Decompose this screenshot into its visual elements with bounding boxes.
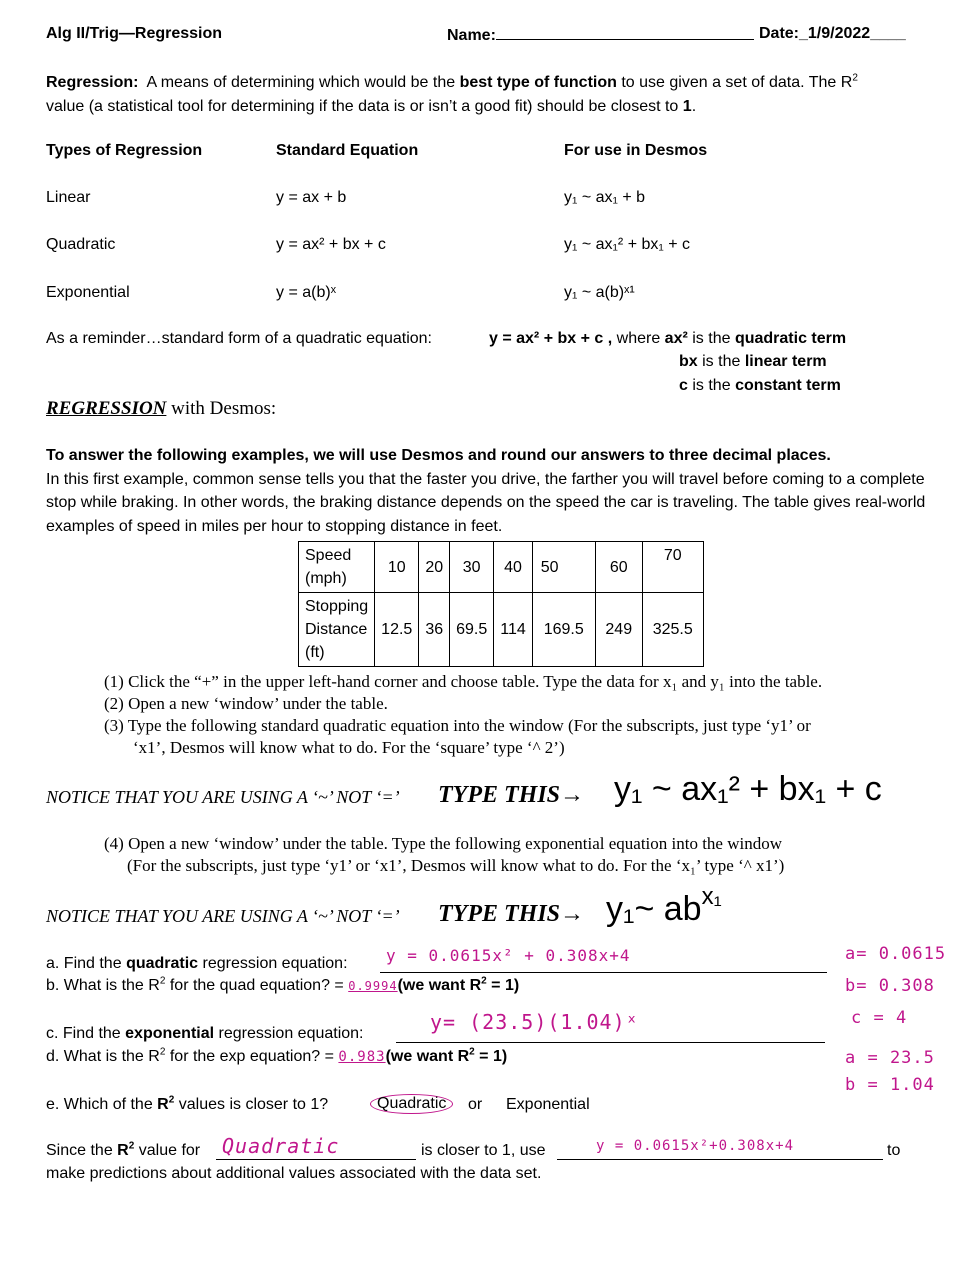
type-exponential: Exponential — [46, 284, 130, 301]
desmos-exponential-equation: y₁~ $ab^{x_1}$ — [606, 883, 722, 928]
desmos-quadratic: y₁ ~ ax₁² + bx₁ + c — [564, 236, 691, 253]
intro-paragraph: Regression: A means of determining which would be the best type of function to use given a set of data. The $R^2$ value (a statistical tool for determining if the data is or isn’t a good fit) should be closest to 1. — [46, 72, 858, 115]
distance-cell: 12.5 — [375, 593, 419, 667]
distance-label: Stopping Distance (ft) — [299, 593, 375, 667]
desmos-linear: y₁ ~ ax₁ + b — [564, 189, 646, 206]
speed-row — [299, 542, 704, 593]
distance-cell: 169.5 — [532, 593, 595, 667]
since-answer: Quadratic — [222, 1134, 340, 1158]
step-3a: (3) Type the following standard quadratic equation into the window (For the subscripts, just type ‘y1’ or — [104, 716, 811, 735]
distance-cell: 249 — [595, 593, 642, 667]
answer-c: y= (23.5)(1.04)ˣ — [430, 1010, 639, 1034]
question-d: d. What is the $R^2$ for the exp equation? = 0.983(we want $R^2 = 1$) — [46, 1046, 508, 1065]
conclusion-line-1: Since the $R^2$ value for — [46, 1140, 201, 1159]
reminder-constant: c is the constant term — [679, 377, 841, 394]
name-label: Name: — [447, 25, 754, 45]
speed-distance-table — [298, 541, 704, 667]
section-title: REGRESSION with Desmos: — [46, 398, 277, 419]
conclusion-to: to — [887, 1142, 901, 1159]
margin-b2-value: b = 1.04 — [845, 1075, 935, 1095]
answer-line-since — [216, 1159, 416, 1160]
step-4b: (For the subscripts, just type ‘y1’ or ‘x1’, Desmos will know what to do. For the ‘x₁’ type ‘^ x1’) — [127, 856, 785, 875]
types-header-col1: Types of Regression — [46, 142, 203, 159]
reminder-text: As a reminder…standard form of a quadratic equation: — [46, 330, 432, 347]
step-4a: (4) Open a new ‘window’ under the table. Type the following exponential equation into the window — [104, 834, 783, 853]
standard-linear: y = ax + b — [276, 189, 347, 206]
speed-cell: 10 — [375, 542, 419, 593]
date-label: Date:_1/9/2022____ — [759, 25, 906, 42]
answer-line-c — [396, 1042, 825, 1043]
distance-cell: 325.5 — [642, 593, 703, 667]
type-this-2: TYPE THIS→ — [438, 901, 585, 927]
answer-line-a — [380, 972, 827, 973]
reminder-linear: bx is the linear term — [679, 353, 827, 370]
answer-line-since-eq — [557, 1159, 883, 1160]
types-header-col2: Standard Equation — [276, 142, 419, 159]
speed-cell: 20 — [419, 542, 450, 593]
speed-cell: 70 — [642, 542, 703, 593]
standard-exponential: y = a(b)ˣ — [276, 284, 336, 301]
step-1: (1) Click the “+” in the upper left-hand corner and choose table. Type the data for x₁ and y₁ into the table. — [104, 672, 823, 691]
desmos-exponential: y₁ ~ a(b)ˣ¹ — [564, 284, 635, 301]
speed-label: Speed (mph) — [299, 542, 375, 593]
option-or: or — [468, 1096, 483, 1113]
question-e: e. Which of the $R^2$ values is closer to 1? — [46, 1094, 329, 1113]
speed-cell: 30 — [450, 542, 494, 593]
types-header-col3: For use in Desmos — [564, 142, 708, 159]
type-linear: Linear — [46, 189, 91, 206]
answer-a: y = 0.0615x² + 0.308x+4 — [386, 946, 631, 965]
question-a: a. Find the quadratic regression equation: — [46, 955, 348, 972]
notice-1: NOTICE THAT YOU ARE USING A ‘~’ NOT ‘=’ — [46, 787, 400, 807]
step-2: (2) Open a new ‘window’ under the table. — [104, 694, 388, 713]
step-3b: ‘x1’, Desmos will know what to do. For the ‘square’ type ‘^ 2’) — [133, 738, 565, 757]
type-quadratic: Quadratic — [46, 236, 116, 253]
speed-cell: 40 — [494, 542, 533, 593]
margin-c-value: c = 4 — [851, 1008, 908, 1028]
conclusion-mid: is closer to 1, use — [421, 1142, 546, 1159]
desmos-quadratic-equation: y₁ ~ ax₁² + bx₁ + c — [614, 770, 882, 808]
speed-cell: 50 — [532, 542, 595, 593]
instructions: To answer the following examples, we will use Desmos and round our answers to three decimal places. In this first example, common sense tells you that the faster you drive, the farther you will travel before coming to a complete stop while braking. In other words, the braking distance depends on the speed the car is traveling. The table gives real-world examples of speed in miles per hour to stopping distance in feet. — [46, 447, 926, 535]
reminder-equation: y = ax² + bx + c , where ax² is the quadratic term — [489, 330, 847, 347]
option-quadratic-circled: Quadratic — [370, 1094, 453, 1114]
distance-row — [299, 593, 704, 667]
question-c: c. Find the exponential regression equation: — [46, 1025, 364, 1042]
option-exponential: Exponential — [506, 1096, 590, 1113]
distance-cell: 69.5 — [450, 593, 494, 667]
type-this-1: TYPE THIS→ — [438, 782, 585, 808]
notice-2: NOTICE THAT YOU ARE USING A ‘~’ NOT ‘=’ — [46, 906, 400, 926]
conclusion-line-2: make predictions about additional values associated with the data set. — [46, 1165, 542, 1182]
since-equation: y = 0.0615x²+0.308x+4 — [596, 1138, 795, 1154]
speed-cell: 60 — [595, 542, 642, 593]
margin-a2-value: a = 23.5 — [845, 1048, 935, 1068]
distance-cell: 114 — [494, 593, 533, 667]
margin-b-value: b= 0.308 — [845, 976, 935, 996]
standard-quadratic: y = ax² + bx + c — [276, 236, 386, 253]
distance-cell: 36 — [419, 593, 450, 667]
margin-a-value: a= 0.0615 — [845, 944, 947, 964]
course-title: Alg II/Trig—Regression — [46, 25, 223, 42]
question-b: b. What is the $R^2$ for the quad equation? = 0.9994(we want $R^2 = 1$) — [46, 975, 520, 994]
